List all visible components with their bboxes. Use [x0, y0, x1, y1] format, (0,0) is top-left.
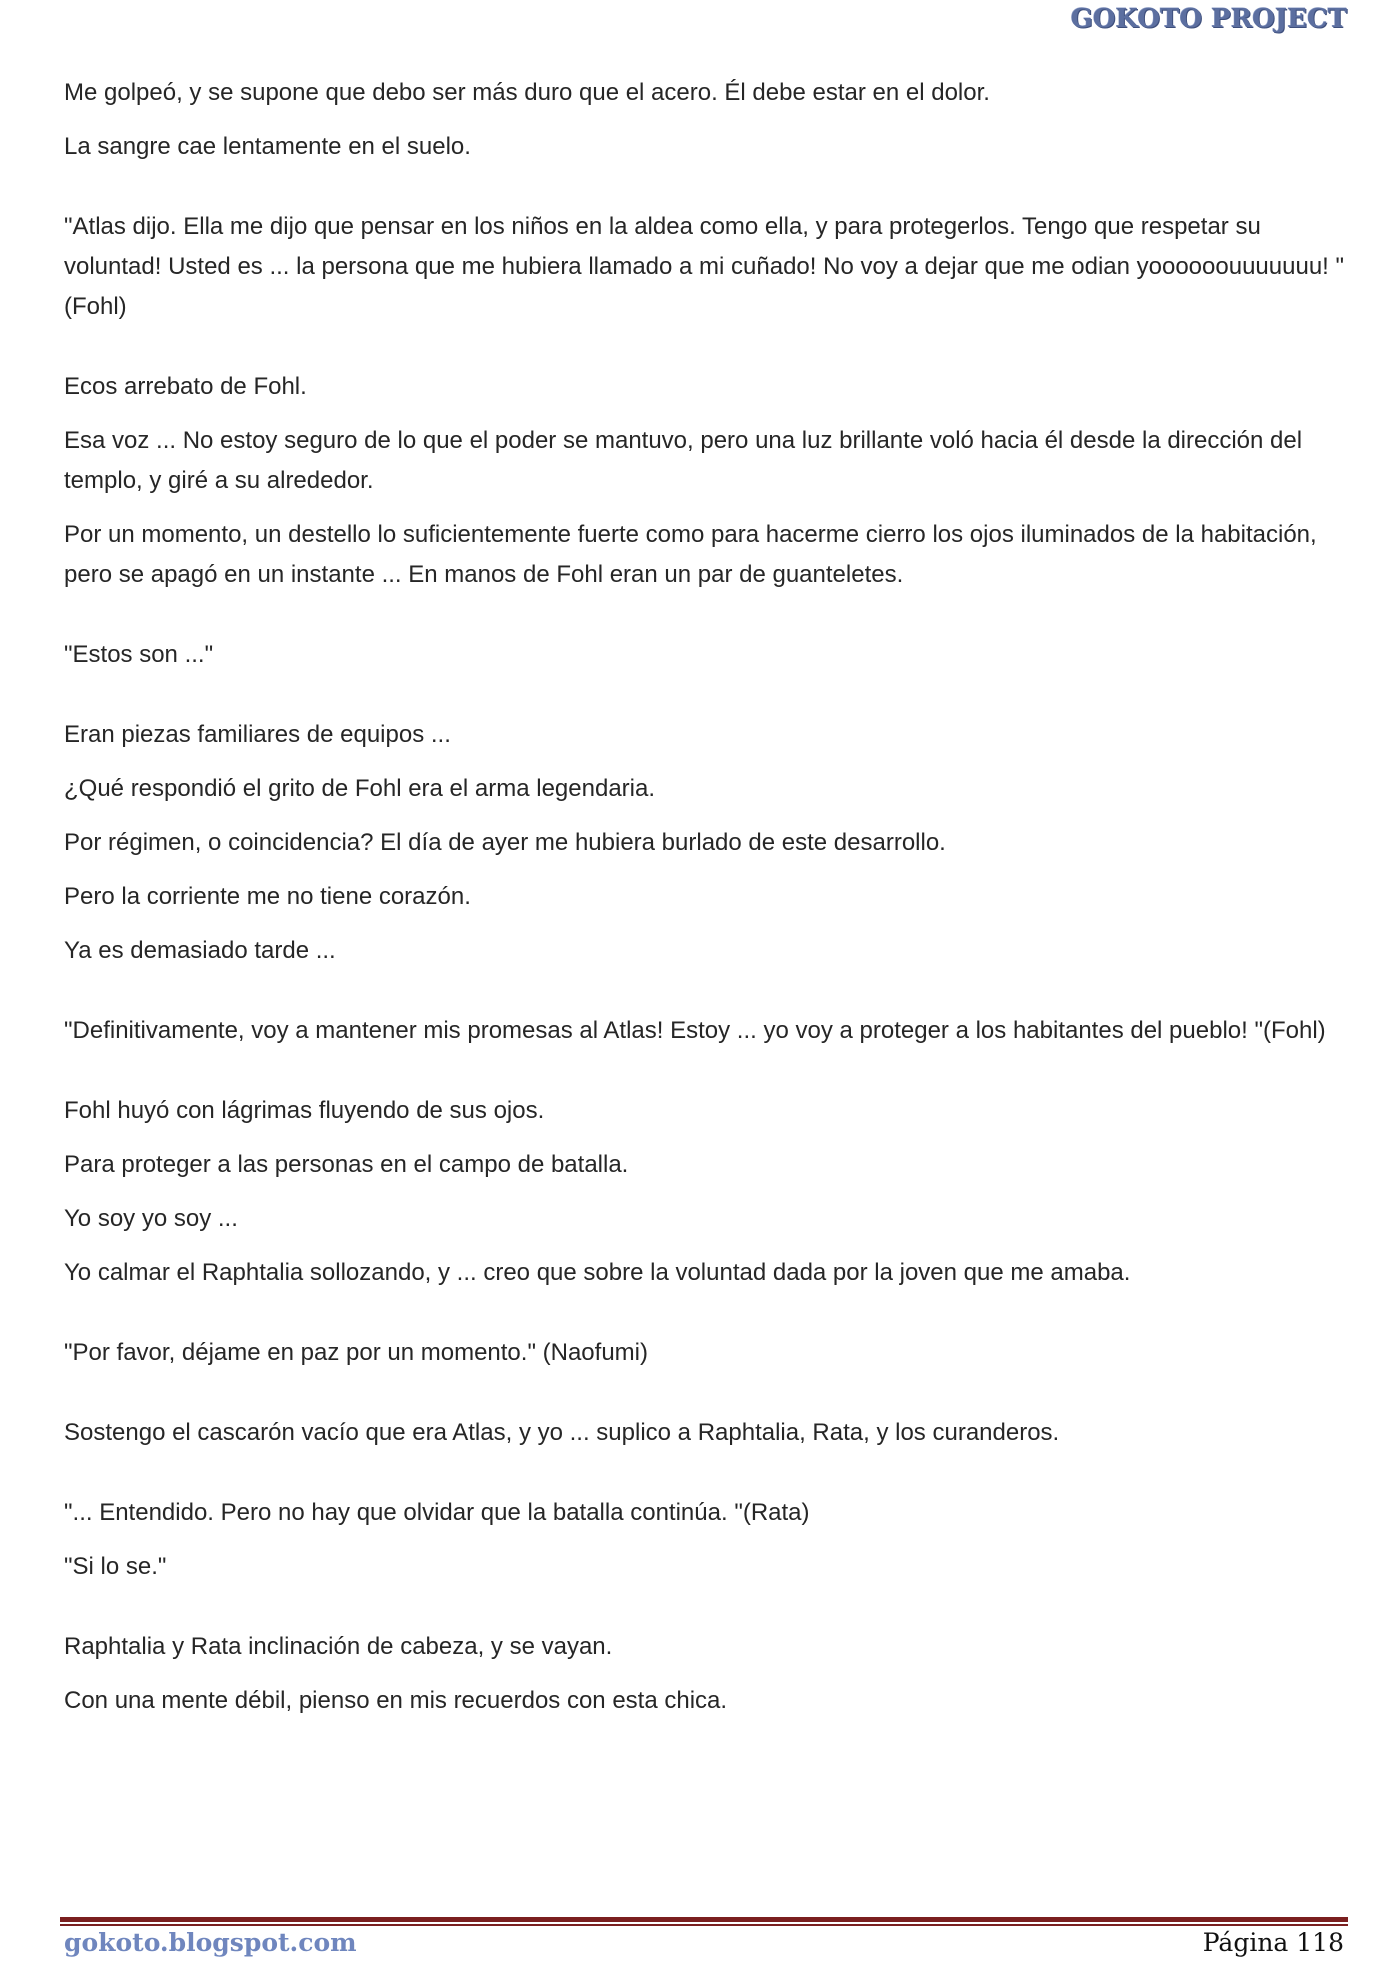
- paragraph: "... Entendido. Pero no hay que olvidar que la batalla continúa. "(Rata): [64, 1499, 810, 1526]
- footer-rule-thin: [60, 1924, 1348, 1926]
- paragraph: Por un momento, un destello lo suficientemente fuerte como para hacerme cierro los ojos iluminados de la habitación, pero se apagó en un instante ... En manos de Fohl eran un par de guanteletes.: [64, 521, 1317, 588]
- paragraph: Fohl huyó con lágrimas fluyendo de sus ojos.: [64, 1097, 545, 1124]
- paragraph: "Atlas dijo. Ella me dijo que pensar en los niños en la aldea como ella, y para protegerlos. Tengo que respetar su voluntad! Usted es ... la persona que me hubiera llamado a mi cuñado! No voy a dejar que me odian yoooooouuuuuuu! "(Fohl): [64, 213, 1345, 320]
- paragraph: Sostengo el cascarón vacío que era Atlas, y yo ... suplico a Raphtalia, Rata, y los curanderos.: [64, 1419, 1060, 1446]
- paragraph: Raphtalia y Rata inclinación de cabeza, y se vayan.: [64, 1633, 613, 1660]
- paragraph: "Si lo se.": [64, 1553, 167, 1580]
- page-number: Página 118: [1202, 1928, 1344, 1957]
- paragraph: Pero la corriente me no tiene corazón.: [64, 883, 471, 910]
- paragraph: "Estos son ...": [64, 641, 214, 668]
- header-brand: GOKOTO PROJECT: [1070, 4, 1347, 34]
- paragraph: Con una mente débil, pienso en mis recuerdos con esta chica.: [64, 1687, 728, 1714]
- paragraph: Esa voz ... No estoy seguro de lo que el poder se mantuvo, pero una luz brillante voló hacia él desde la dirección del templo, y giré a su alrededor.: [64, 427, 1303, 494]
- footer-rule: [60, 1917, 1348, 1922]
- paragraph: "Definitivamente, voy a mantener mis promesas al Atlas! Estoy ... yo voy a proteger a los habitantes del pueblo! "(Fohl): [64, 1017, 1326, 1044]
- paragraph: Yo calmar el Raphtalia sollozando, y ... creo que sobre la voluntad dada por la joven que me amaba.: [64, 1259, 1131, 1286]
- footer-blog-link[interactable]: gokoto.blogspot.com: [64, 1928, 357, 1957]
- paragraph: La sangre cae lentamente en el suelo.: [64, 133, 471, 160]
- paragraph: Eran piezas familiares de equipos ...: [64, 721, 451, 748]
- paragraph: Yo soy yo soy ...: [64, 1205, 238, 1232]
- paragraph: "Por favor, déjame en paz por un momento." (Naofumi): [64, 1339, 648, 1366]
- paragraph: Ya es demasiado tarde ...: [64, 937, 336, 964]
- page-body: [64, 73, 1344, 1735]
- paragraph: Me golpeó, y se supone que debo ser más duro que el acero. Él debe estar en el dolor.: [64, 79, 990, 106]
- paragraph: Para proteger a las personas en el campo de batalla.: [64, 1151, 629, 1178]
- paragraph: ¿Qué respondió el grito de Fohl era el arma legendaria.: [64, 775, 655, 802]
- paragraph: Por régimen, o coincidencia? El día de ayer me hubiera burlado de este desarrollo.: [64, 829, 946, 856]
- paragraph: Ecos arrebato de Fohl.: [64, 373, 307, 400]
